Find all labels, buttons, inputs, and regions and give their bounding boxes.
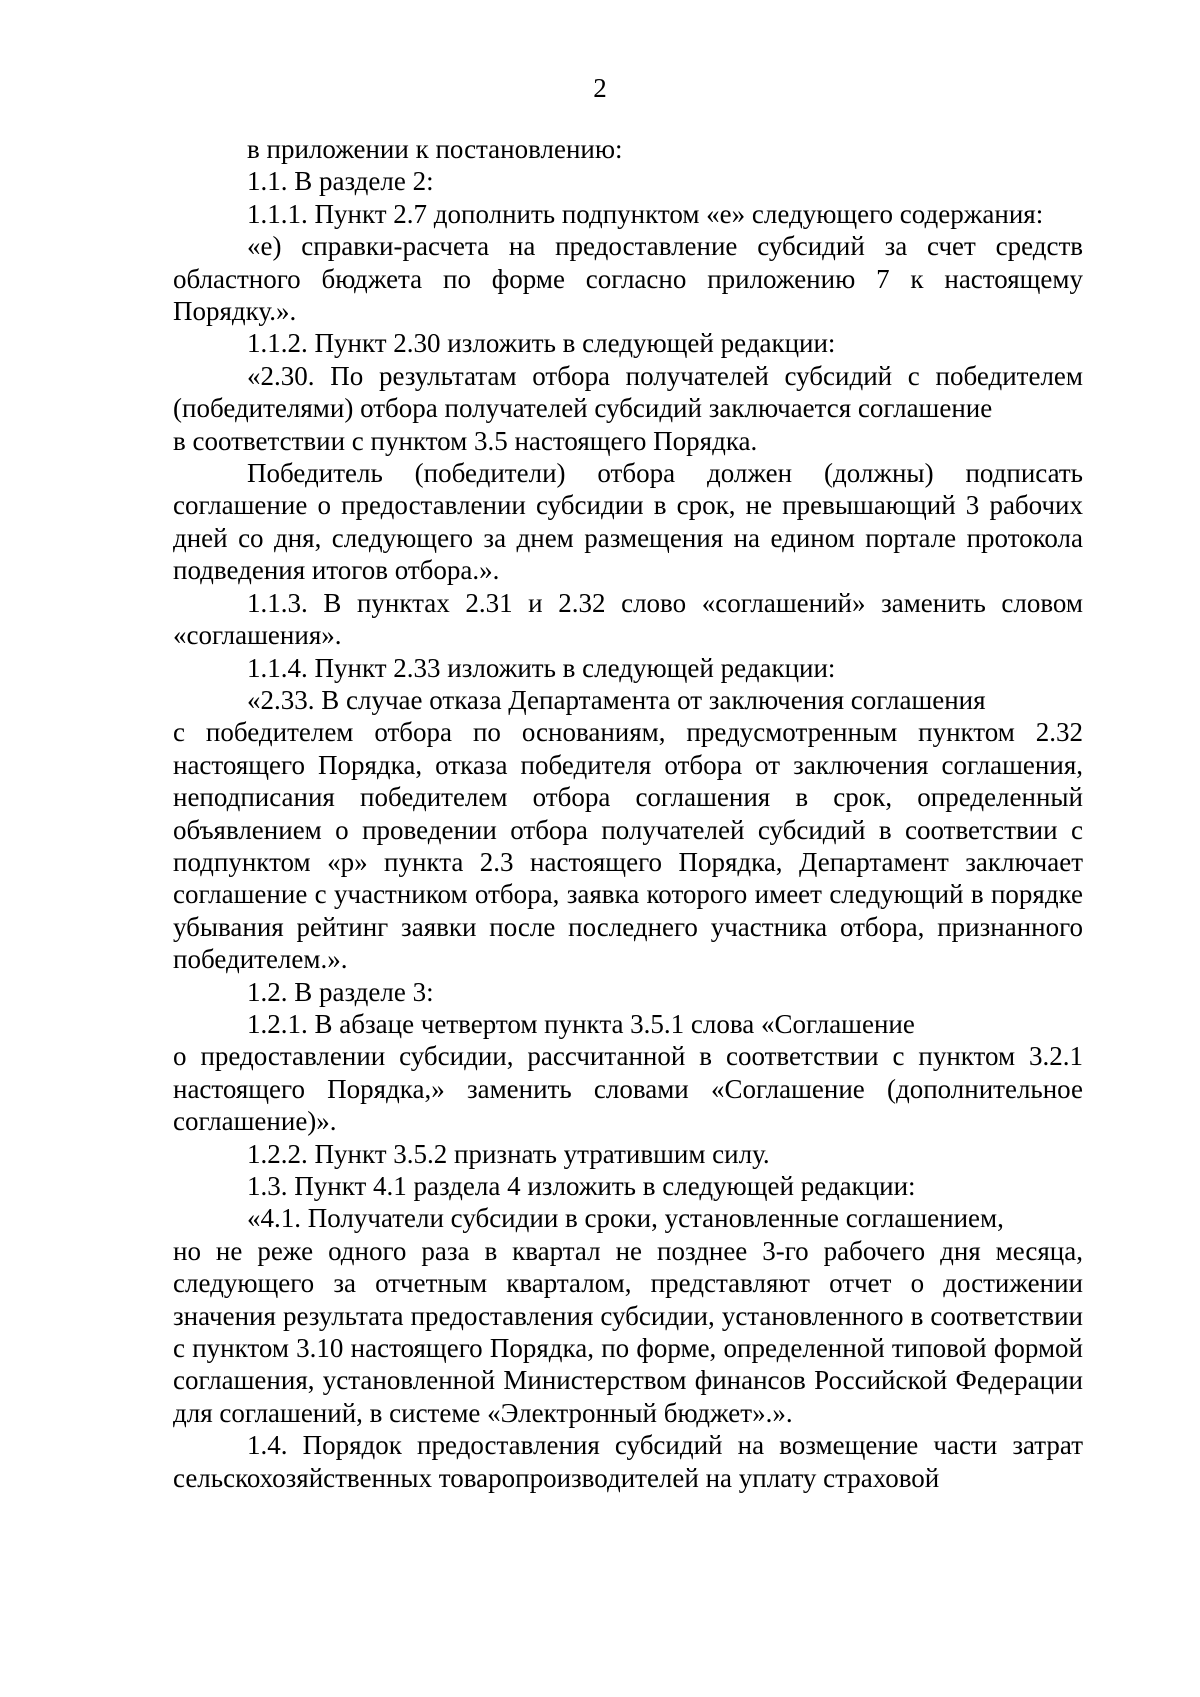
paragraph-winner-signing: Победитель (победители) отбора должен (должны) подписать соглашение о предоставлении субсидии в срок, не превышающий 3 рабочих дней со дня, следующего за днем размещения на едином портале протокола подведения итогов отбора.».: [173, 458, 1083, 586]
paragraph-4-1: «4.1. Получатели субсидии в сроки, установленные соглашением, но не реже одного раза в квартал не позднее 3-го рабочего дня месяца, следующего за отчетным кварталом, представляют отчет о достижении значения результата предоставления субсидии, установленного в соответствии с пунктом 3.10 настоящего Порядка, по форме, определенной типовой формой соглашения, установленной Министерством финансов Российской Федерации для соглашений, в системе «Электронный бюджет».».: [173, 1203, 1083, 1428]
paragraph-2-30: «2.30. По результатам отбора получателей субсидий с победителем (победителями) отбора получателей субсидий заключается соглашение в соответствии с пунктом 3.5 настоящего Порядка.: [173, 360, 1083, 456]
paragraph-1-2-2: 1.2.2. Пункт 3.5.2 признать утратившим силу.: [247, 1138, 770, 1169]
page-number: 2: [593, 73, 607, 103]
paragraph-subpoint-e: «е) справки-расчета на предоставление субсидий за счет средств областного бюджета по форме согласно приложению 7 к настоящему Порядку.».: [173, 231, 1083, 327]
paragraph-2-33: «2.33. В случае отказа Департамента от заключения соглашения с победителем отбора по основаниям, предусмотренным пунктом 2.32 настоящего Порядка, отказа победителя отбора от заключения соглашения, неподписания победителем отбора соглашения в срок, определенный объявлением о проведении отбора получателей субсидий в соответствии с подпунктом «р» пункта 2.3 настоящего Порядка, Департамент заключает соглашение с участником отбора, заявка которого имеет следующий в порядке убывания рейтинг заявки после последнего участника отбора, признанного победителем.».: [173, 684, 1083, 975]
paragraph-1-2-1: 1.2.1. В абзаце четвертом пункта 3.5.1 слова «Соглашение о предоставлении субсидии, рассчитанной в соответствии с пунктом 3.2.1 настоящего Порядка,» заменить словами «Соглашение (дополнительное соглашение)».: [173, 1008, 1083, 1137]
paragraph-1-1-2: 1.1.2. Пункт 2.30 изложить в следующей редакции:: [247, 328, 836, 359]
paragraph-1-2: 1.2. В разделе 3:: [247, 976, 434, 1007]
paragraph-1-1-1: 1.1.1. Пункт 2.7 дополнить подпунктом «е» следующего содержания:: [247, 198, 1044, 229]
paragraph-1-4: 1.4. Порядок предоставления субсидий на возмещение части затрат сельскохозяйственных товаропроизводителей на уплату страховой: [173, 1430, 1083, 1493]
paragraph-1-1-3: 1.1.3. В пунктах 2.31 и 2.32 слово «соглашений» заменить словом «соглашения».: [173, 587, 1083, 651]
paragraph-1-1-4: 1.1.4. Пункт 2.33 изложить в следующей редакции:: [247, 652, 836, 683]
paragraph-1-3: 1.3. Пункт 4.1 раздела 4 изложить в следующей редакции:: [247, 1171, 916, 1201]
document-body: [173, 133, 1083, 1494]
paragraph-appendix-intro: в приложении к постановлению:: [247, 134, 623, 164]
paragraph-1-1: 1.1. В разделе 2:: [247, 166, 434, 197]
